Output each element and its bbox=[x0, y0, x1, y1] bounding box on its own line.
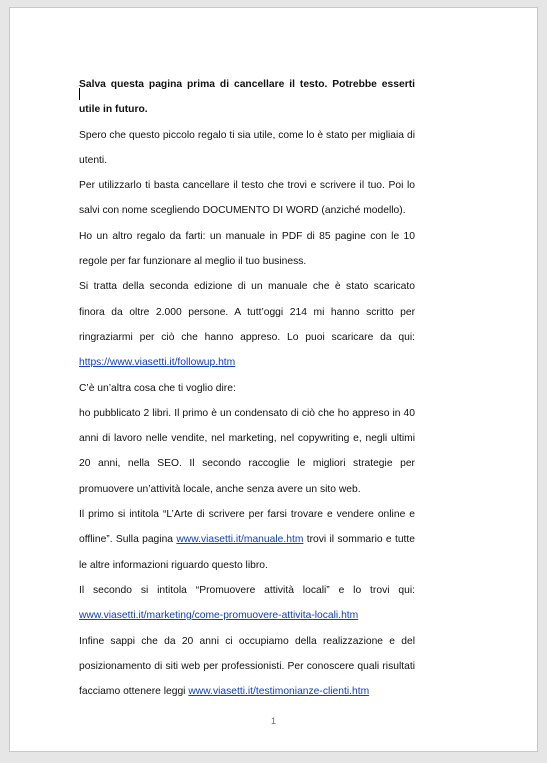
paragraph-7-after: trovi il sommario e tutte le altre informazioni riguardo questo libro. bbox=[79, 534, 415, 571]
paragraph-5: C’è un’altra cosa che ti voglio dire: bbox=[79, 382, 236, 394]
paragraph-9 bbox=[79, 629, 415, 705]
paragraph-3: Ho un altro regalo da farti: un manuale in PDF di 85 pagine con le 10 regole per far funzionare al meglio il tuo business. bbox=[79, 230, 415, 268]
paragraph-4 bbox=[79, 274, 415, 375]
paragraph-4-text: Si tratta della seconda edizione di un manuale che è stato scaricato finora da oltre 2.000 persone. A tutt’oggi 214 mi hanno scritto per ringraziarmi per ciò che hanno appreso. Lo puoi scaricare da qui: bbox=[79, 281, 415, 343]
manuale-link[interactable]: www.viasetti.it/manuale.htm bbox=[176, 534, 304, 546]
paragraph-9-text: Infine sappi che da 20 anni ci occupiamo della realizzazione e del posizionamento di siti web per professionisti. Per conoscere quali risultati facciamo ottenere leggi bbox=[79, 635, 415, 698]
paragraph-8-text: Il secondo si intitola “Promuovere attività locali” e lo trovi qui: bbox=[79, 584, 415, 596]
document-body[interactable] bbox=[79, 72, 415, 704]
paragraph-1: Spero che questo piccolo regalo ti sia utile, come lo è stato per migliaia di utenti. bbox=[79, 129, 415, 166]
paragraph-7 bbox=[79, 502, 415, 578]
heading-paragraph: Salva questa pagina prima di cancellare il testo. Potrebbe esserti utile in futuro. bbox=[79, 79, 415, 116]
document-page[interactable] bbox=[9, 7, 538, 752]
page-number: 1 bbox=[270, 716, 276, 726]
promuovere-link[interactable]: www.viasetti.it/marketing/come-promuovere-attivita-locali.htm bbox=[79, 610, 359, 622]
paragraph-6: ho pubblicato 2 libri. Il primo è un condensato di ciò che ho appreso in 40 anni di lavoro nelle vendite, nel marketing, nel copywriting e, negli ultimi 20 anni, nella SEO. Il secondo raccoglie le migliori strategie per promuovere un’attività locale, anche senza avere un sito web. bbox=[79, 407, 415, 495]
testimonianze-link[interactable]: www.viasetti.it/testimonianze-clienti.htm bbox=[188, 686, 370, 698]
followup-link[interactable]: https://www.viasetti.it/followup.htm bbox=[79, 357, 236, 369]
paragraph-7-before: Il primo si intitola “L’Arte di scrivere per farsi trovare e vendere online e offline”. Sulla pagina bbox=[79, 509, 415, 546]
paragraph-2: Per utilizzarlo ti basta cancellare il testo che trovi e scrivere il tuo. Poi lo salvi con nome scegliendo DOCUMENTO DI WORD (anziché modello). bbox=[79, 180, 415, 217]
paragraph-8 bbox=[79, 578, 415, 629]
